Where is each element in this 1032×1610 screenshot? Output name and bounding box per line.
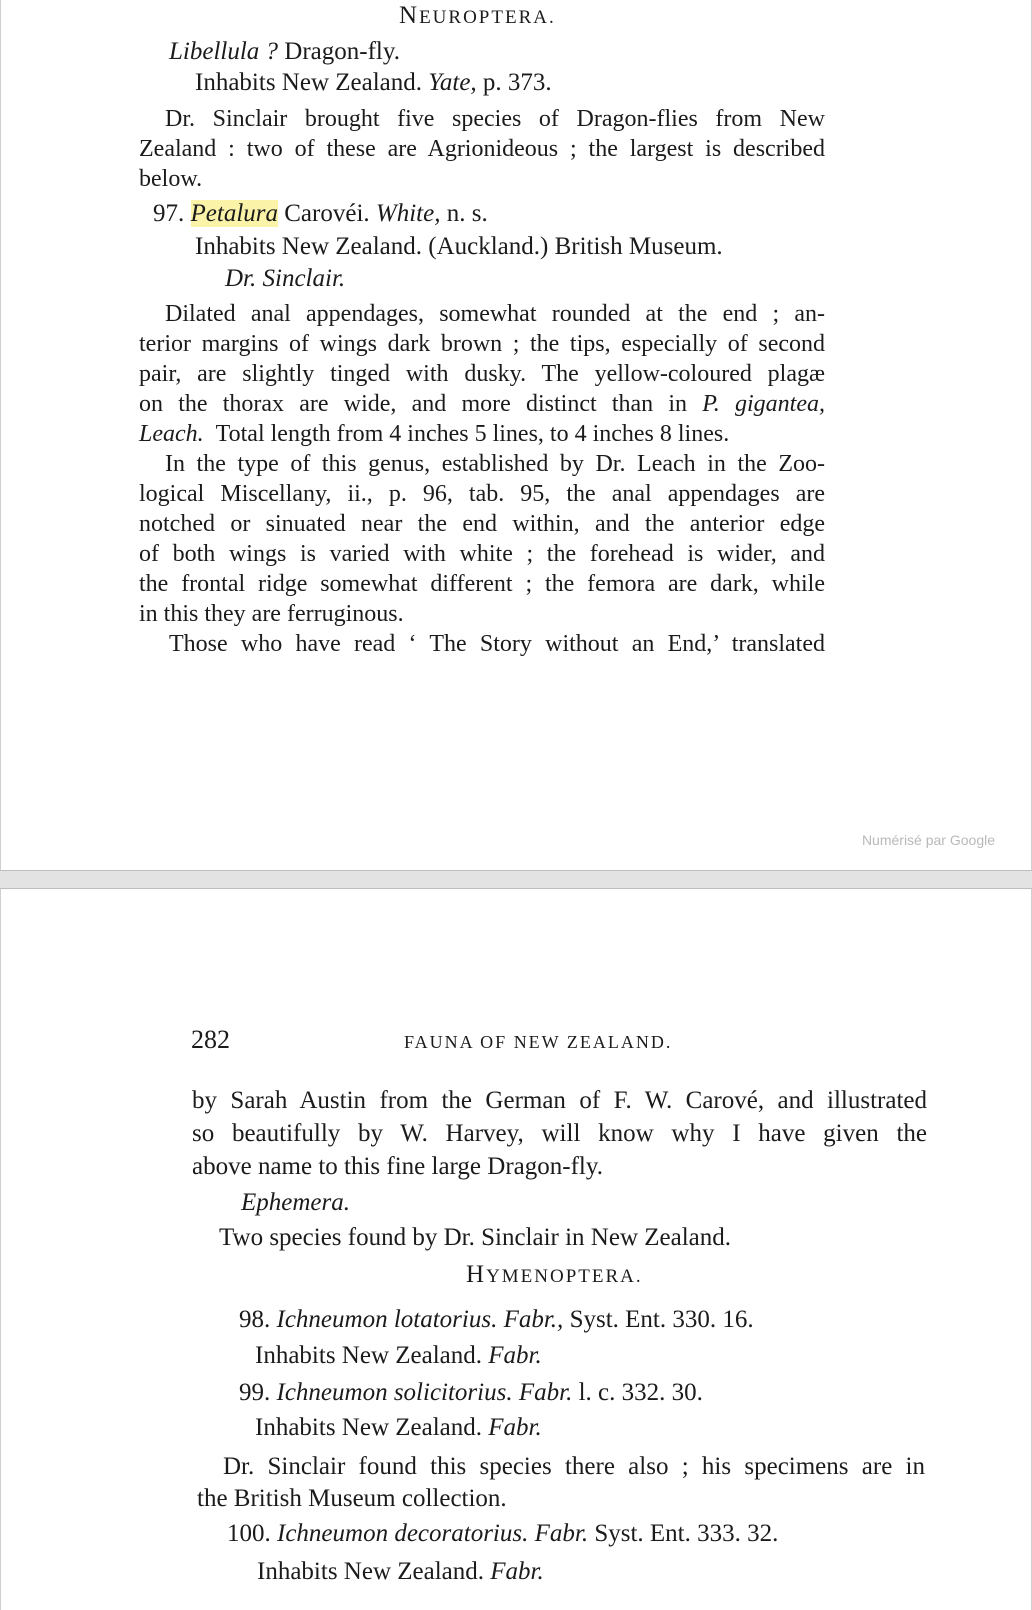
species-author: White, — [375, 200, 441, 227]
paragraph-line: in this they are ferruginous. — [139, 601, 404, 627]
entry-99-habitat: Inhabits New Zealand. Fabr. — [255, 1414, 542, 1441]
paragraph-line: logical Miscellany, ii., p. 96, tab. 95, the anal appendages are — [139, 481, 825, 507]
species-name: Carovéi. — [284, 200, 370, 227]
libellula-common-name: Dragon-fly. — [284, 38, 400, 65]
running-head: FAUNA OF NEW ZEALAND. — [404, 1032, 673, 1052]
paragraph-line: notched or sinuated near the end within, and the anterior edge — [139, 511, 825, 537]
paragraph-line: Zealand : two of these are Agrionideous ; the largest is described — [139, 136, 825, 162]
paragraph-line: Leach. Total length from 4 inches 5 lines, to 4 inches 8 lines. — [139, 421, 730, 447]
paragraph-line: below. — [139, 166, 203, 192]
entry-97-collector: Dr. Sinclair. — [225, 265, 346, 292]
paragraph-line: the frontal ridge somewhat different ; the femora are dark, while — [139, 571, 825, 597]
paragraph-line: by Sarah Austin from the German of F. W. Carové, and illustrated — [192, 1087, 927, 1114]
libellula-habitat: Inhabits New Zealand. Yate, p. 373. — [195, 69, 552, 96]
digitization-watermark: Numérisé par Google — [861, 832, 995, 848]
entry-number: 97. — [153, 200, 185, 227]
entry-98-habitat: Inhabits New Zealand. Fabr. — [255, 1342, 542, 1369]
ephemera-text: Two species found by Dr. Sinclair in New Zealand. — [219, 1224, 732, 1251]
entry-100-heading: 100. Ichneumon decoratorius. Fabr. Syst. Ent. 333. 32. — [227, 1520, 779, 1547]
entry-97-habitat: Inhabits New Zealand. (Auckland.) British Museum. — [195, 233, 723, 260]
paragraph-line: Dr. Sinclair brought five species of Dragon-flies from New — [165, 106, 825, 132]
reference-page: p. 373. — [482, 69, 552, 96]
paragraph-line: above name to this fine large Dragon-fly. — [192, 1153, 603, 1180]
libellula-heading — [169, 36, 400, 68]
libellula-genus: Libellula ? — [169, 38, 279, 65]
paragraph-line: Dilated anal appendages, somewhat rounded at the end ; an- — [165, 301, 825, 327]
section-heading-hymenoptera: HYMENOPTERA. — [466, 1261, 643, 1288]
paragraph-line: of both wings is varied with white ; the forehead is wider, and — [139, 541, 825, 567]
section-heading-neuroptera: NEUROPTERA. — [399, 2, 556, 29]
entry-100-habitat: Inhabits New Zealand. Fabr. — [257, 1558, 544, 1585]
paragraph-line: Dr. Sinclair found this species there also ; his specimens are in — [223, 1453, 925, 1480]
paragraph-line: so beautifully by W. Harvey, will know why I have given the — [192, 1120, 927, 1147]
scanned-page-bottom — [0, 888, 1032, 1610]
new-species-mark: n. s. — [446, 200, 488, 227]
entry-98-heading: 98. Ichneumon lotatorius. Fabr., Syst. Ent. 330. 16. — [239, 1306, 754, 1333]
entry-97-heading — [153, 198, 488, 230]
paragraph-line: terior margins of wings dark brown ; the tips, especially of second — [139, 331, 825, 357]
highlighted-genus: Petalura — [190, 200, 278, 227]
paragraph-line: the British Museum collection. — [197, 1485, 507, 1512]
reference-author: Yate, — [428, 69, 477, 96]
entry-99-heading: 99. Ichneumon solicitorius. Fabr. l. c. 332. 30. — [239, 1379, 703, 1406]
paragraph-line: In the type of this genus, established by Dr. Leach in the Zoo- — [165, 451, 825, 477]
page-number: 282 — [191, 1025, 230, 1054]
paragraph-line: Those who have read ‘ The Story without an End,’ translated — [169, 631, 825, 657]
paragraph-line: pair, are slightly tinged with dusky. The yellow-coloured plagæ — [139, 361, 825, 387]
paragraph-line: on the thorax are wide, and more distinct than in P. gigantea, — [139, 391, 825, 417]
ephemera-heading: Ephemera. — [241, 1189, 350, 1216]
